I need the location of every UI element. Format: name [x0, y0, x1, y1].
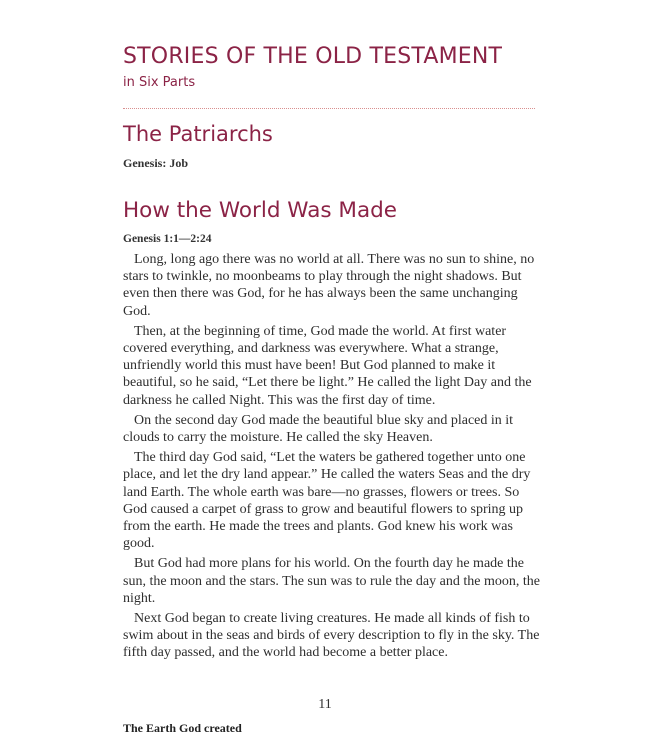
book-title: STORIES OF THE OLD TESTAMENT [123, 44, 503, 69]
part-reference: Genesis: Job [123, 156, 189, 170]
story-title: How the World Was Made [123, 198, 397, 223]
body-paragraph: But God had more plans for his world. On the fourth day he made the sun, the moon and the stars. The sun was to rule the day and the moon, the night. [123, 556, 540, 606]
body-paragraph: Then, at the beginning of time, God made the world. At first water covered everything, and darkness was everywhere. What a strange, unfriendly world this must have been! But God planned to make it beautiful, so he said, “Let there be light.” He called the light Day and the darkness he called Night. This was the first day of time. [123, 323, 532, 408]
body-paragraph: On the second day God made the beautiful blue sky and placed in it clouds to carry the moisture. He called the sky Heaven. [123, 412, 514, 446]
part-title: The Patriarchs [123, 122, 273, 146]
section-divider [123, 108, 535, 109]
page-number: 11 [318, 697, 332, 712]
body-paragraph: Next God began to create living creatures. He made all kinds of fish to swim about in the seas and birds of every description to fly in the sky. The fifth day passed, and the world had become a better place. [123, 611, 540, 661]
story-reference: Genesis 1:1—2:24 [123, 233, 212, 245]
body-paragraph: Long, long ago there was no world at all. There was no sun to shine, no stars to twinkle, no moonbeams to play through the night shadows. But even then there was God, for he has always been the same unchanging God. [123, 252, 535, 319]
body-paragraph: The third day God said, “Let the waters be gathered together unto one place, and let the dry land appear.” He called the waters Seas and the dry land Earth. The whole earth was bare—no grasses, flowers or trees. So God caused a carpet of grass to grow and beautiful flowers to spring up from the earth. He made the trees and plants. God knew his work was good. [123, 450, 531, 552]
story-body [123, 251, 543, 665]
book-subtitle: in Six Parts [123, 75, 196, 90]
image-caption: The Earth God created [123, 721, 242, 735]
